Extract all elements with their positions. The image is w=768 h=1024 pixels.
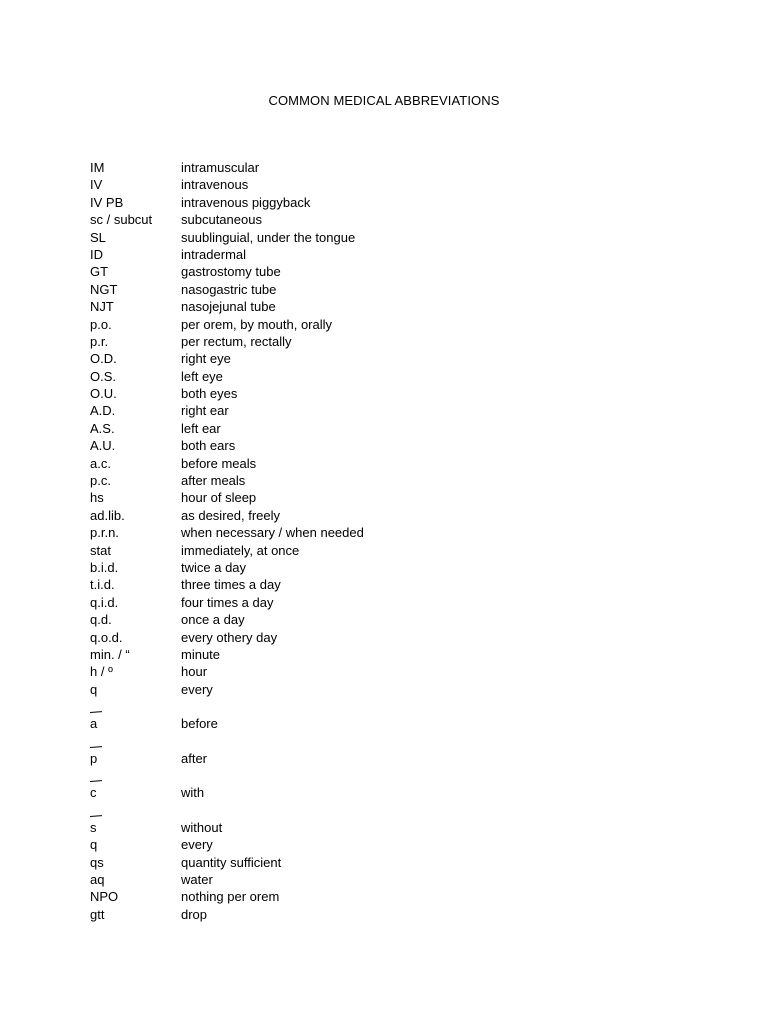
abbreviation-text: q bbox=[90, 837, 98, 853]
list-item bbox=[90, 906, 690, 923]
abbreviation-text: stat bbox=[90, 542, 111, 558]
abbreviation-text: s bbox=[90, 819, 97, 836]
abbreviation-meaning: every othery day bbox=[181, 629, 278, 645]
list-item bbox=[90, 246, 690, 263]
list-item bbox=[90, 767, 690, 802]
abbreviation-text: SL bbox=[90, 229, 106, 245]
overbar-mark bbox=[90, 711, 102, 713]
abbreviation bbox=[90, 211, 181, 228]
abbreviation-meaning: nasogastric tube bbox=[181, 281, 277, 297]
list-item bbox=[90, 316, 690, 333]
list-item bbox=[90, 802, 690, 837]
list-item bbox=[90, 663, 690, 680]
abbreviation-text: sc / subcut bbox=[90, 212, 153, 228]
abbreviation-meaning: quantity sufficient bbox=[181, 854, 282, 870]
abbreviation-meaning: as desired, freely bbox=[181, 507, 280, 523]
list-item bbox=[90, 333, 690, 350]
abbreviation-text: A.D. bbox=[90, 403, 116, 419]
list-item bbox=[90, 507, 690, 524]
abbreviation-text: O.S. bbox=[90, 368, 117, 384]
abbreviation bbox=[90, 159, 181, 176]
list-item bbox=[90, 681, 690, 698]
abbreviation-text: hs bbox=[90, 490, 104, 506]
abbreviation-list bbox=[90, 159, 690, 923]
abbreviation bbox=[90, 542, 181, 559]
abbreviation bbox=[90, 871, 181, 888]
list-item bbox=[90, 836, 690, 853]
abbreviation bbox=[90, 715, 181, 733]
abbreviation bbox=[90, 281, 181, 298]
abbreviation-meaning: nasojejunal tube bbox=[181, 299, 276, 315]
abbreviation bbox=[90, 646, 181, 663]
abbreviation-meaning: both eyes bbox=[181, 386, 238, 402]
abbreviation-meaning: hour of sleep bbox=[181, 490, 257, 506]
abbreviation bbox=[90, 576, 181, 593]
abbreviation bbox=[90, 594, 181, 611]
list-item bbox=[90, 368, 690, 385]
abbreviation-text: a.c. bbox=[90, 455, 111, 471]
abbreviation-meaning: hour bbox=[181, 664, 208, 680]
list-item bbox=[90, 871, 690, 888]
list-item bbox=[90, 159, 690, 176]
list-item bbox=[90, 211, 690, 228]
abbreviation-text: min. / “ bbox=[90, 646, 130, 662]
abbreviation-meaning: suublinguial, under the tongue bbox=[181, 229, 356, 245]
abbreviation-text: NPO bbox=[90, 889, 119, 905]
list-item bbox=[90, 402, 690, 419]
abbreviation-meaning: right ear bbox=[181, 403, 229, 419]
abbreviation-text: p.o. bbox=[90, 316, 112, 332]
abbreviation bbox=[90, 750, 181, 768]
abbreviation bbox=[90, 611, 181, 628]
abbreviation-text: h / º bbox=[90, 664, 113, 680]
abbreviation bbox=[90, 333, 181, 350]
abbreviation-text: IM bbox=[90, 160, 105, 175]
abbreviation bbox=[90, 455, 181, 472]
abbreviation bbox=[90, 385, 181, 402]
abbreviation bbox=[90, 888, 181, 905]
abbreviation-text: ID bbox=[90, 246, 103, 262]
abbreviation bbox=[90, 906, 181, 923]
list-item bbox=[90, 698, 690, 733]
list-item bbox=[90, 733, 690, 768]
list-item bbox=[90, 611, 690, 628]
list-item bbox=[90, 420, 690, 437]
abbreviation-meaning: after bbox=[181, 750, 208, 766]
abbreviation-text: q.o.d. bbox=[90, 629, 123, 645]
abbreviation-meaning: intramuscular bbox=[181, 160, 260, 175]
abbreviation bbox=[90, 681, 181, 698]
abbreviation-meaning: water bbox=[181, 871, 213, 887]
abbreviation-meaning: immediately, at once bbox=[181, 542, 300, 558]
abbreviation bbox=[90, 350, 181, 367]
list-item bbox=[90, 281, 690, 298]
list-item bbox=[90, 524, 690, 541]
abbreviation bbox=[90, 402, 181, 419]
abbreviation bbox=[90, 316, 181, 333]
abbreviation-meaning: every bbox=[181, 681, 213, 697]
list-item bbox=[90, 472, 690, 489]
abbreviation bbox=[90, 507, 181, 524]
abbreviation-text: A.S. bbox=[90, 420, 115, 436]
abbreviation-text: GT bbox=[90, 264, 109, 280]
abbreviation bbox=[90, 489, 181, 506]
abbreviation-meaning: without bbox=[181, 819, 223, 835]
abbreviation bbox=[90, 836, 181, 853]
abbreviation-text: gtt bbox=[90, 906, 105, 922]
list-item bbox=[90, 455, 690, 472]
abbreviation-text: c bbox=[90, 784, 97, 801]
list-item bbox=[90, 263, 690, 280]
list-item bbox=[90, 854, 690, 871]
list-item bbox=[90, 385, 690, 402]
abbreviation bbox=[90, 229, 181, 246]
abbreviation-meaning: right eye bbox=[181, 351, 231, 367]
abbreviation-meaning: gastrostomy tube bbox=[181, 264, 281, 280]
abbreviation-text: aq bbox=[90, 871, 105, 887]
list-item bbox=[90, 194, 690, 211]
abbreviation-text: p bbox=[90, 750, 97, 767]
abbreviation-meaning: per orem, by mouth, orally bbox=[181, 316, 333, 332]
overbar-mark bbox=[90, 780, 102, 782]
list-item bbox=[90, 176, 690, 193]
abbreviation bbox=[90, 368, 181, 385]
abbreviation bbox=[90, 663, 181, 680]
list-item bbox=[90, 229, 690, 246]
abbreviation bbox=[90, 784, 181, 802]
abbreviation-text: p.r.n. bbox=[90, 525, 119, 541]
abbreviation-text: NGT bbox=[90, 281, 118, 297]
list-item bbox=[90, 542, 690, 559]
abbreviation-meaning: left eye bbox=[181, 368, 223, 384]
abbreviation-text: A.U. bbox=[90, 438, 116, 454]
abbreviation-meaning: before meals bbox=[181, 455, 257, 471]
abbreviation-meaning: after meals bbox=[181, 473, 246, 489]
abbreviation-meaning: intravenous bbox=[181, 177, 249, 193]
list-item bbox=[90, 594, 690, 611]
abbreviation-text: b.i.d. bbox=[90, 559, 119, 575]
abbreviation-meaning: intravenous piggyback bbox=[181, 194, 311, 210]
abbreviation-meaning: minute bbox=[181, 646, 221, 662]
abbreviation bbox=[90, 176, 181, 193]
abbreviation-meaning: both ears bbox=[181, 438, 236, 454]
list-item bbox=[90, 350, 690, 367]
abbreviation bbox=[90, 246, 181, 263]
overbar-mark bbox=[90, 746, 102, 748]
abbreviation-meaning: three times a day bbox=[181, 577, 281, 593]
abbreviation-meaning: drop bbox=[181, 906, 208, 922]
abbreviation bbox=[90, 263, 181, 280]
abbreviation-meaning: intradermal bbox=[181, 246, 247, 262]
abbreviation-text: NJT bbox=[90, 299, 114, 315]
abbreviation-text: q bbox=[90, 681, 98, 697]
abbreviation bbox=[90, 194, 181, 211]
page-title: COMMON MEDICAL ABBREVIATIONS bbox=[268, 93, 500, 108]
abbreviation-meaning: twice a day bbox=[181, 559, 247, 575]
abbreviation-meaning: nothing per orem bbox=[181, 889, 280, 905]
abbreviation-meaning: per rectum, rectally bbox=[181, 333, 292, 349]
abbreviation-text: p.c. bbox=[90, 473, 111, 489]
list-item bbox=[90, 298, 690, 315]
abbreviation-text: IV bbox=[90, 177, 103, 193]
abbreviation-meaning: subcutaneous bbox=[181, 212, 262, 228]
abbreviation bbox=[90, 420, 181, 437]
abbreviation-text: a bbox=[90, 715, 97, 732]
list-item bbox=[90, 888, 690, 905]
abbreviation-text: p.r. bbox=[90, 333, 109, 349]
list-item bbox=[90, 489, 690, 506]
list-item bbox=[90, 437, 690, 454]
abbreviation-text: IV PB bbox=[90, 194, 124, 210]
abbreviation-text: t.i.d. bbox=[90, 577, 115, 593]
abbreviation-meaning: with bbox=[181, 785, 205, 801]
abbreviation-meaning: when necessary / when needed bbox=[181, 525, 364, 541]
abbreviation-meaning: once a day bbox=[181, 612, 245, 628]
abbreviation-text: O.D. bbox=[90, 351, 117, 367]
abbreviation-meaning: every bbox=[181, 837, 213, 853]
list-item bbox=[90, 559, 690, 576]
list-item bbox=[90, 629, 690, 646]
abbreviation bbox=[90, 629, 181, 646]
abbreviation bbox=[90, 472, 181, 489]
abbreviation bbox=[90, 819, 181, 837]
abbreviation-text: qs bbox=[90, 854, 104, 870]
abbreviation-text: q.i.d. bbox=[90, 594, 119, 610]
abbreviation-meaning: before bbox=[181, 716, 218, 732]
list-item bbox=[90, 646, 690, 663]
abbreviation-text: q.d. bbox=[90, 612, 112, 628]
abbreviation-text: O.U. bbox=[90, 386, 117, 402]
overbar-mark bbox=[90, 815, 102, 817]
abbreviation-meaning: four times a day bbox=[181, 594, 274, 610]
abbreviation bbox=[90, 854, 181, 871]
abbreviation-text: ad.lib. bbox=[90, 507, 125, 523]
abbreviation bbox=[90, 559, 181, 576]
abbreviation bbox=[90, 298, 181, 315]
list-item bbox=[90, 576, 690, 593]
abbreviation bbox=[90, 524, 181, 541]
abbreviation bbox=[90, 437, 181, 454]
abbreviation-meaning: left ear bbox=[181, 420, 221, 436]
